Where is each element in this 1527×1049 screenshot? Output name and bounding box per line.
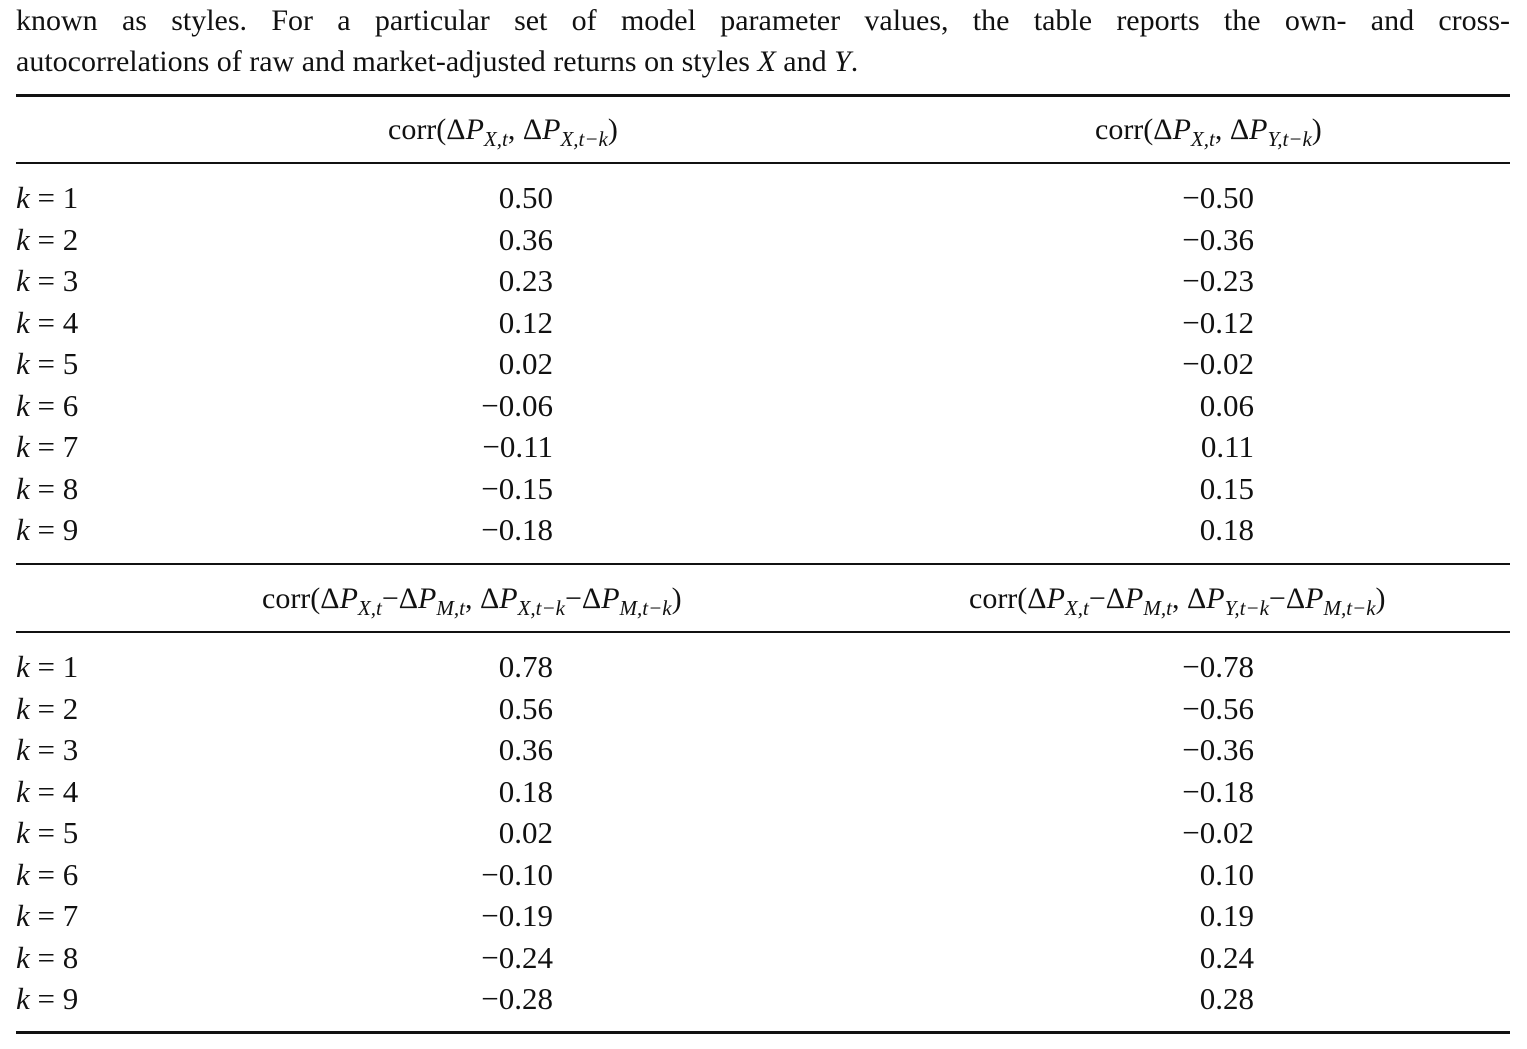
cross-autocorr-cell: 0.06 <box>1199 387 1254 423</box>
cross-autocorr-cell: −0.56 <box>1182 690 1254 726</box>
table-row <box>0 302 1527 344</box>
lag-label: k = 1 <box>16 649 79 684</box>
cross-autocorr-cell: −0.02 <box>1182 346 1254 381</box>
table-row <box>0 729 1527 771</box>
table-row <box>0 937 1527 979</box>
intro-period: . <box>850 45 859 78</box>
lag-label: k = 1 <box>16 180 79 215</box>
own-autocorr-cell: 0.02 <box>498 815 553 850</box>
cross-autocorr-cell: −0.02 <box>1182 815 1254 850</box>
intro-line-2 <box>16 42 1510 82</box>
lag-label: k = 5 <box>16 815 79 850</box>
lag-label: k = 3 <box>16 263 79 298</box>
style-y-symbol: Y <box>834 45 851 78</box>
panel-1-own-autocorr-header: $corr(\Delta P_{X,t}$, $\Delta P_{X,t-k}$) <box>388 113 618 151</box>
table-row <box>0 343 1527 385</box>
table-row <box>0 688 1527 730</box>
lag-label: k = 8 <box>16 470 79 506</box>
table-row <box>0 812 1527 854</box>
table-row <box>0 426 1527 468</box>
table-row <box>0 260 1527 302</box>
lag-label: k = 3 <box>16 732 79 767</box>
table-row <box>0 177 1527 219</box>
own-autocorr-cell: −0.06 <box>481 387 553 423</box>
lag-label: k = 7 <box>16 898 79 933</box>
panel-divider-rule <box>16 563 1510 565</box>
intro-line-1: known as styles. For a particular set of model parameter values, the table reports the own- and cross- <box>16 4 1510 37</box>
own-autocorr-cell: 0.36 <box>498 221 553 257</box>
own-autocorr-cell: 0.02 <box>498 346 553 381</box>
own-autocorr-cell: 0.18 <box>498 773 553 809</box>
table-row <box>0 509 1527 551</box>
cross-autocorr-cell: 0.10 <box>1199 856 1254 892</box>
cross-autocorr-cell: 0.11 <box>1200 429 1254 464</box>
own-autocorr-cell: 0.36 <box>498 732 553 767</box>
table-row <box>0 978 1527 1020</box>
table-bottom-rule <box>16 1031 1510 1034</box>
own-autocorr-cell: 0.12 <box>498 304 553 340</box>
panel-2-cross-autocorr-header: $corr(\Delta P_{X,t}-\Delta P_{M,t}$, $\Delta P_{Y,t-k}-\Delta P_{M,t-k}$) <box>969 582 1386 620</box>
lag-label: k = 4 <box>16 304 79 340</box>
table-row <box>0 854 1527 896</box>
lag-label: k = 7 <box>16 429 79 464</box>
own-autocorr-cell: −0.19 <box>481 898 553 933</box>
intro-line-2-text: autocorrelations of raw and market-adjusted returns on styles <box>16 45 758 78</box>
panel-1-cross-autocorr-header: $corr(\Delta P_{X,t}$, $\Delta P_{Y,t-k}$) <box>1095 113 1322 151</box>
table-row <box>0 385 1527 427</box>
table-row <box>0 646 1527 688</box>
table-row <box>0 771 1527 813</box>
own-autocorr-cell: 0.50 <box>498 180 553 215</box>
panel-2-header-rule <box>16 631 1510 633</box>
cross-autocorr-cell: −0.18 <box>1182 773 1254 809</box>
lag-label: k = 9 <box>16 512 79 547</box>
own-autocorr-cell: −0.15 <box>481 470 553 506</box>
table-row <box>0 895 1527 937</box>
cross-autocorr-cell: −0.50 <box>1182 180 1254 215</box>
own-autocorr-cell: −0.11 <box>482 429 553 464</box>
table-row <box>0 219 1527 261</box>
lag-label: k = 9 <box>16 981 79 1016</box>
cross-autocorr-cell: −0.12 <box>1182 304 1254 340</box>
cross-autocorr-cell: 0.24 <box>1199 939 1254 975</box>
lag-label: k = 2 <box>16 221 79 257</box>
own-autocorr-cell: −0.18 <box>481 512 553 547</box>
cross-autocorr-cell: 0.18 <box>1199 512 1254 547</box>
lag-label: k = 6 <box>16 856 79 892</box>
own-autocorr-cell: 0.56 <box>498 690 553 726</box>
cross-autocorr-cell: 0.28 <box>1199 981 1254 1016</box>
own-autocorr-cell: 0.23 <box>498 263 553 298</box>
cross-autocorr-cell: −0.36 <box>1182 221 1254 257</box>
panel-2-own-autocorr-header: $corr(\Delta P_{X,t}-\Delta P_{M,t}$, $\Delta P_{X,t-k}-\Delta P_{M,t-k}$) <box>262 582 682 620</box>
cross-autocorr-cell: −0.23 <box>1182 263 1254 298</box>
cross-autocorr-cell: 0.19 <box>1199 898 1254 933</box>
panel-1-header-rule <box>16 162 1510 164</box>
cross-autocorr-cell: −0.36 <box>1182 732 1254 767</box>
style-x-symbol: X <box>757 45 776 78</box>
own-autocorr-cell: 0.78 <box>498 649 553 684</box>
own-autocorr-cell: −0.28 <box>481 981 553 1016</box>
lag-label: k = 6 <box>16 387 79 423</box>
table-row <box>0 468 1527 510</box>
cross-autocorr-cell: 0.15 <box>1199 470 1254 506</box>
lag-label: k = 2 <box>16 690 79 726</box>
own-autocorr-cell: −0.24 <box>481 939 553 975</box>
lag-label: k = 8 <box>16 939 79 975</box>
own-autocorr-cell: −0.10 <box>481 856 553 892</box>
intro-and: and <box>775 45 835 78</box>
lag-label: k = 4 <box>16 773 79 809</box>
lag-label: k = 5 <box>16 346 79 381</box>
table-top-rule <box>16 94 1510 97</box>
cross-autocorr-cell: −0.78 <box>1182 649 1254 684</box>
